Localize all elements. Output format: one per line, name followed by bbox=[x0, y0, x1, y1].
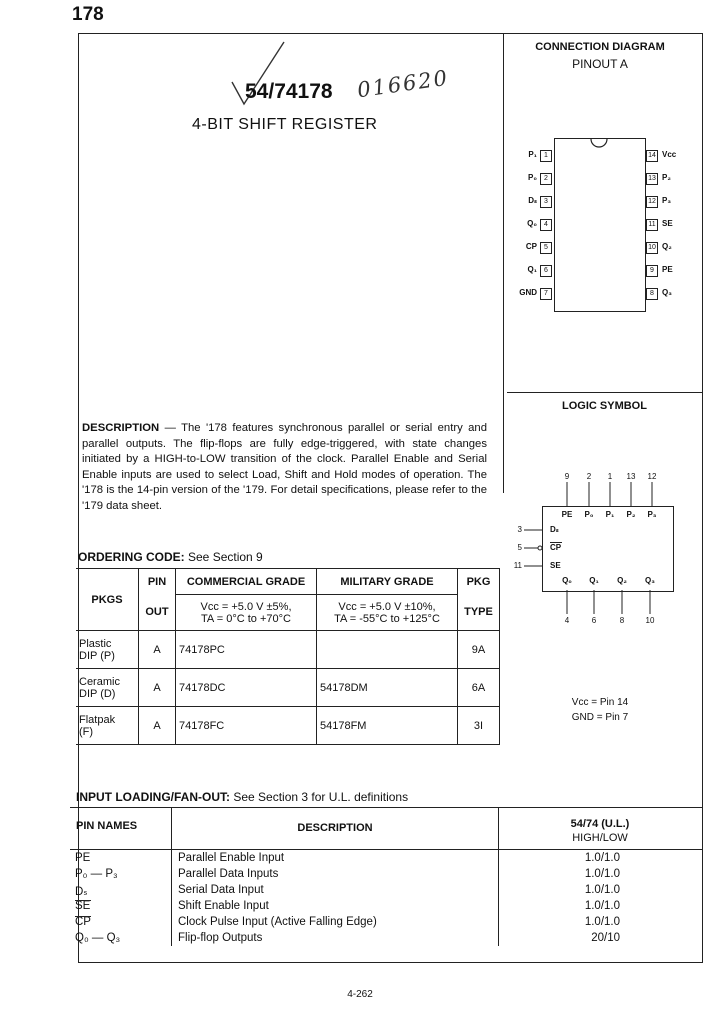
pin-number: 3 bbox=[540, 196, 552, 208]
bottom-pin-number: 6 bbox=[591, 616, 597, 625]
pin-number: 7 bbox=[540, 288, 552, 300]
pin-label: PE bbox=[662, 265, 673, 274]
footer-page-number: 4-262 bbox=[347, 989, 373, 1000]
ul-value: 20/10 bbox=[591, 932, 620, 944]
frame-bottom bbox=[78, 962, 702, 963]
description-paragraph bbox=[82, 421, 487, 514]
pkg-cell bbox=[76, 631, 139, 669]
ordering-heading-line bbox=[78, 550, 263, 564]
pkg-line-2: DIP (D) bbox=[79, 687, 116, 700]
pkg-type-cell: 6A bbox=[458, 669, 500, 707]
ul-value: 1.0/1.0 bbox=[584, 868, 620, 880]
pin-number: 14 bbox=[646, 150, 658, 162]
pin-number: 2 bbox=[540, 173, 552, 185]
cp-overbar bbox=[550, 542, 562, 543]
header-ul: 54/74 (U.L.) bbox=[570, 818, 630, 830]
bottom-pin-label: Q₁ bbox=[589, 576, 599, 585]
pin-description: Parallel Data Inputs bbox=[178, 868, 279, 880]
pin-label: Dₛ bbox=[528, 196, 537, 205]
bottom-pin-label: Q₀ bbox=[562, 576, 572, 585]
frame-top bbox=[78, 33, 702, 34]
top-pin-label: P₃ bbox=[647, 510, 657, 519]
pkg-cell bbox=[76, 707, 139, 745]
pinout-label: PINOUT A bbox=[572, 57, 628, 71]
pin-label: P₂ bbox=[662, 173, 671, 182]
header-pin: PIN bbox=[139, 569, 176, 595]
pin-label: Q₁ bbox=[527, 265, 537, 274]
se-overbar bbox=[75, 900, 91, 901]
header-pkg: PKG bbox=[458, 569, 500, 595]
top-pin-label: P₂ bbox=[626, 510, 636, 519]
part-number-title: 54/74178 bbox=[245, 80, 333, 103]
top-pin-number: 1 bbox=[607, 472, 613, 481]
pkg-line-1: Flatpak bbox=[79, 713, 116, 726]
left-pin-label: CP bbox=[550, 543, 562, 552]
pin-name: PE bbox=[75, 852, 91, 864]
gnd-note: GND = Pin 7 bbox=[571, 712, 629, 723]
pin-label: GND bbox=[519, 288, 537, 297]
cp-overbar-2 bbox=[75, 916, 91, 917]
pin-number: 6 bbox=[540, 265, 552, 277]
header-commercial: COMMERCIAL GRADE bbox=[176, 569, 317, 595]
pin-label: Q₃ bbox=[662, 288, 672, 297]
military-conditions bbox=[317, 595, 458, 631]
pkg-line-1: Plastic bbox=[79, 637, 112, 650]
header-pin-names: PIN NAMES bbox=[76, 820, 138, 832]
commercial-cond-2: TA = 0°C to +70°C bbox=[201, 612, 291, 625]
loading-col-divider-2 bbox=[498, 807, 499, 946]
ul-value: 1.0/1.0 bbox=[584, 916, 620, 928]
left-pin-label: SE bbox=[550, 561, 561, 570]
column-divider bbox=[503, 33, 504, 493]
loading-heading-line bbox=[76, 790, 408, 804]
bottom-pin-number: 8 bbox=[619, 616, 625, 625]
table-row bbox=[76, 631, 500, 669]
header-out: OUT bbox=[139, 595, 176, 631]
bottom-pin-number: 4 bbox=[564, 616, 570, 625]
pin-number: 8 bbox=[646, 288, 658, 300]
left-pin-label: Dₛ bbox=[550, 525, 559, 534]
pin-label: P₁ bbox=[528, 150, 537, 159]
pin-number: 4 bbox=[540, 219, 552, 231]
device-subtitle: 4-BIT SHIFT REGISTER bbox=[192, 116, 378, 133]
top-pin-label: PE bbox=[561, 510, 573, 519]
pin-name: P₀ — P₃ bbox=[75, 868, 118, 880]
frame-right bbox=[702, 33, 703, 963]
commercial-cell: 74178FC bbox=[176, 707, 317, 745]
pin-description: Serial Data Input bbox=[178, 884, 264, 896]
pin-number: 10 bbox=[646, 242, 658, 254]
ordering-note: See Section 9 bbox=[184, 550, 263, 564]
pin-out-cell: A bbox=[139, 669, 176, 707]
commercial-cell: 74178DC bbox=[176, 669, 317, 707]
top-pin-number: 13 bbox=[626, 472, 636, 481]
table-row bbox=[76, 707, 500, 745]
loading-rule-header bbox=[70, 849, 702, 850]
pin-label: P₀ bbox=[528, 173, 537, 182]
description-text: — The '178 features synchronous parallel or serial entry and parallel outputs. The flip-flops are fully edge-triggered, with state changes initiated by a HIGH-to-LOW transition of the clock. Parallel Enable and Serial Enable inputs are used to select Load, Shift and Hold modes of operation. The '178 is the 14-pin version of the '179. For detail specifications, please refer to the '179 data sheet. bbox=[82, 422, 487, 512]
military-cond-2: TA = -55°C to +125°C bbox=[334, 612, 440, 625]
pin-number: 5 bbox=[540, 242, 552, 254]
pin-out-cell: A bbox=[139, 631, 176, 669]
military-cond-1: Vcc = +5.0 V ±10%, bbox=[338, 600, 436, 613]
military-cell: 54178DM bbox=[317, 669, 458, 707]
header-military: MILITARY GRADE bbox=[317, 569, 458, 595]
pin-number: 12 bbox=[646, 196, 658, 208]
logic-symbol-leads bbox=[500, 470, 700, 630]
bottom-pin-label: Q₃ bbox=[645, 576, 655, 585]
pin-label: Vcc bbox=[662, 150, 677, 159]
header-pkgs: PKGS bbox=[76, 569, 139, 631]
table-row bbox=[76, 669, 500, 707]
pkg-cell bbox=[76, 669, 139, 707]
ordering-heading: ORDERING CODE: bbox=[78, 550, 185, 564]
pin-description: Flip-flop Outputs bbox=[178, 932, 263, 944]
header-description: DESCRIPTION bbox=[297, 822, 373, 834]
pin-out-cell: A bbox=[139, 707, 176, 745]
top-pin-number: 2 bbox=[586, 472, 592, 481]
pin-name: CP bbox=[75, 916, 91, 928]
pin-description: Clock Pulse Input (Active Falling Edge) bbox=[178, 916, 377, 928]
top-pin-label: P₀ bbox=[584, 510, 594, 519]
pkg-type-cell: 3I bbox=[458, 707, 500, 745]
ul-value: 1.0/1.0 bbox=[584, 900, 620, 912]
pin-number: 1 bbox=[540, 150, 552, 162]
military-cell: 54178FM bbox=[317, 707, 458, 745]
pin-number: 9 bbox=[646, 265, 658, 277]
loading-heading: INPUT LOADING/FAN-OUT: bbox=[76, 790, 230, 804]
loading-note: See Section 3 for U.L. definitions bbox=[230, 790, 409, 804]
pin-name: Dₛ bbox=[75, 886, 88, 898]
vcc-note: Vcc = Pin 14 bbox=[571, 697, 629, 708]
pin-label: Q₂ bbox=[662, 242, 672, 251]
logic-symbol-title: LOGIC SYMBOL bbox=[562, 400, 647, 412]
top-pin-number: 12 bbox=[647, 472, 657, 481]
header-high-low: HIGH/LOW bbox=[572, 832, 628, 844]
pin-label: Q₀ bbox=[527, 219, 537, 228]
ordering-table bbox=[76, 568, 500, 745]
pin-description: Parallel Enable Input bbox=[178, 852, 285, 864]
left-pin-number: 5 bbox=[517, 543, 522, 552]
top-pin-label: P₁ bbox=[605, 510, 615, 519]
page-number: 178 bbox=[72, 4, 104, 25]
left-pin-number: 11 bbox=[513, 561, 522, 570]
header-type: TYPE bbox=[458, 595, 500, 631]
military-cell bbox=[317, 631, 458, 669]
pkg-line-2: DIP (P) bbox=[79, 649, 115, 662]
pin-number: 13 bbox=[646, 173, 658, 185]
ul-value: 1.0/1.0 bbox=[584, 852, 620, 864]
pin-label: CP bbox=[525, 242, 537, 251]
left-pin-number: 3 bbox=[517, 525, 522, 534]
pin-label: SE bbox=[662, 219, 673, 228]
bottom-pin-label: Q₂ bbox=[617, 576, 627, 585]
pin-name: Q₀ — Q₃ bbox=[75, 932, 121, 944]
commercial-conditions bbox=[176, 595, 317, 631]
connection-diagram-title: CONNECTION DIAGRAM bbox=[535, 41, 665, 53]
pkg-type-cell: 9A bbox=[458, 631, 500, 669]
top-pin-number: 9 bbox=[564, 472, 570, 481]
commercial-cell: 74178PC bbox=[176, 631, 317, 669]
ul-value: 1.0/1.0 bbox=[584, 884, 620, 896]
pin-number: 11 bbox=[646, 219, 658, 231]
pin-label: P₃ bbox=[662, 196, 672, 205]
pkg-line-1: Ceramic bbox=[79, 675, 120, 688]
pkg-line-2: (F) bbox=[79, 725, 94, 738]
pin-name: SE bbox=[75, 900, 91, 912]
bottom-pin-number: 10 bbox=[645, 616, 655, 625]
right-column-separator bbox=[507, 392, 702, 393]
loading-rule-top bbox=[70, 807, 702, 808]
pin-description: Shift Enable Input bbox=[178, 900, 269, 912]
ic-package bbox=[554, 138, 646, 312]
commercial-cond-1: Vcc = +5.0 V ±5%, bbox=[200, 600, 292, 613]
handwritten-note: 016620 bbox=[355, 65, 451, 103]
description-heading: DESCRIPTION bbox=[82, 422, 160, 434]
notch-icon bbox=[590, 138, 608, 148]
